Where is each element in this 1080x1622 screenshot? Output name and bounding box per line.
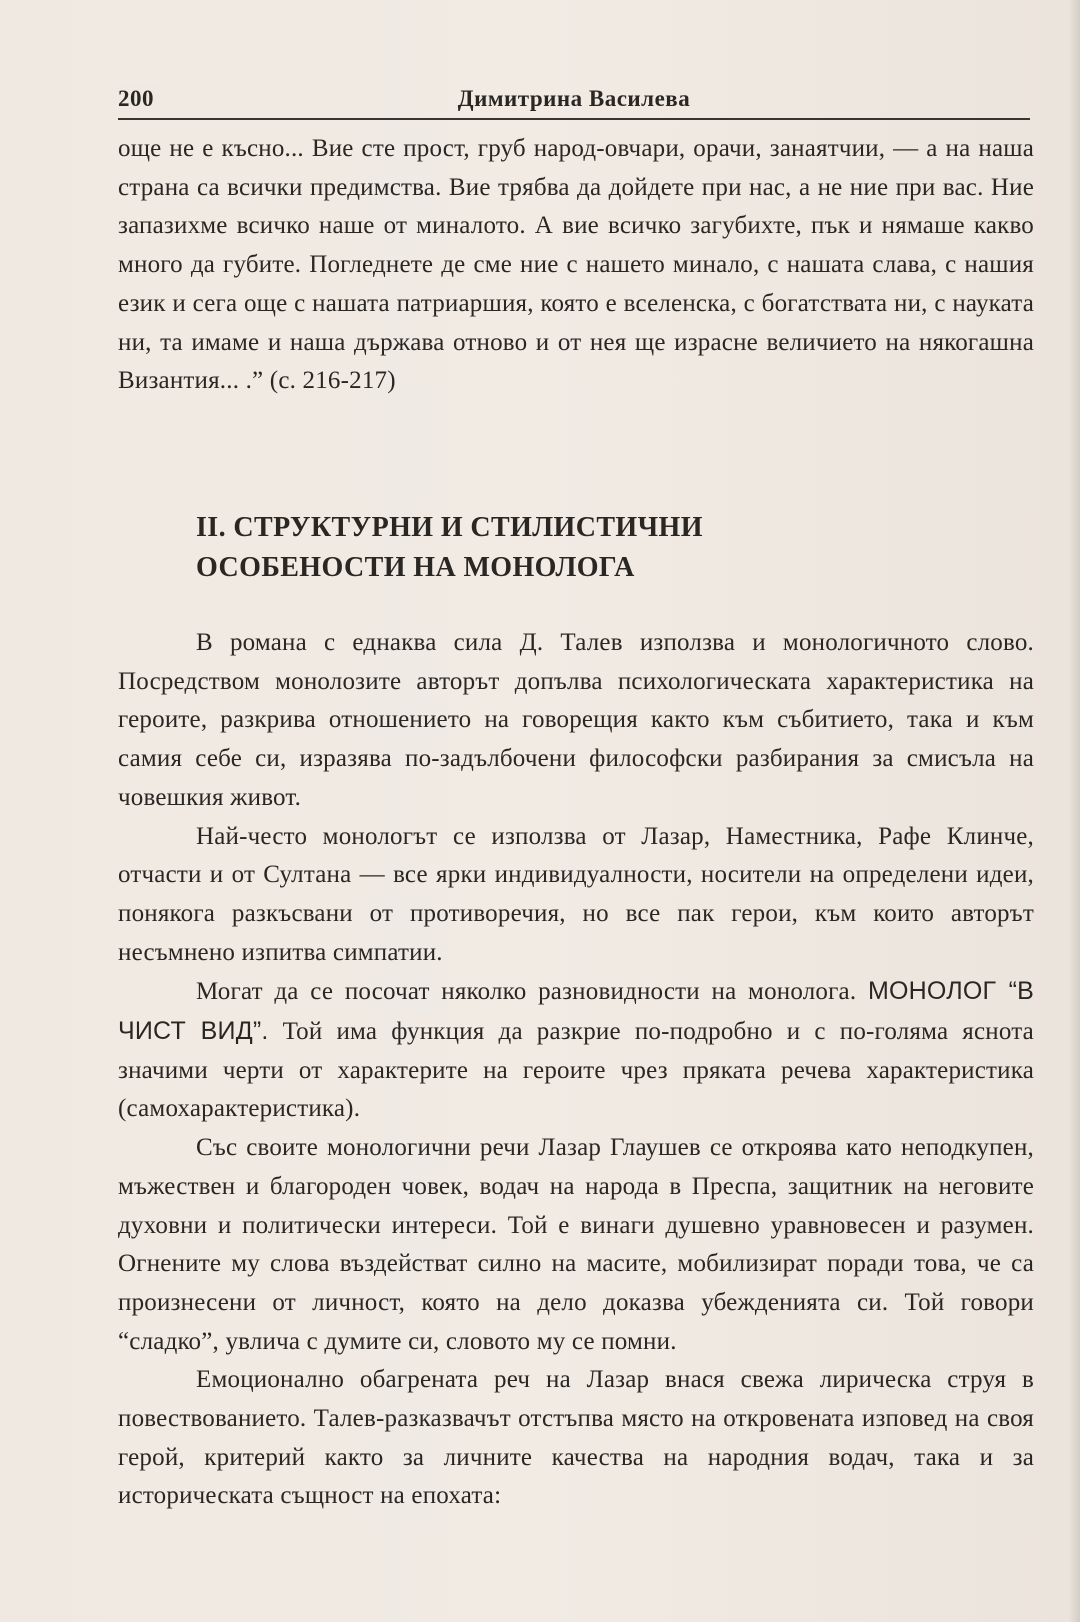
monologue-term: МОНОЛОГ “В ЧИСТ ВИД”. (118, 977, 1035, 1046)
paragraph-5: Емоционално обагрената реч на Лазар внася свежа лирическа струя в повествованието. Талев-разказвачът отстъпва място на откровената изповед на своя герой, критерий както за личните качества на народния водач, така и за историческата същност на епохата: (118, 1366, 1034, 1510)
page-number: 200 (118, 84, 160, 114)
page-edge-shadow (1068, 0, 1080, 1622)
paragraph-3-rest: Той има функция да разкрие по-подробно и с по-голяма яснота значими черти от характерите на героите чрез пряката речева характеристика (самохарактеристика). (118, 1018, 1034, 1123)
body-text (118, 624, 1034, 1516)
page-header (118, 84, 1030, 120)
paragraph-3-intro: Могат да се посочат няколко разновидности на монолога. (196, 978, 857, 1006)
paragraph-2: Най-често монологът се използва от Лазар, Наместника, Рафе Клинче, отчасти и от Султана — все ярки индивидуалности, носители на определени идеи, понякога разкъсвани от противоречия, но все пак герои, към които авторът несъмнено изпитва симпатии. (118, 822, 1034, 966)
section-heading-line-2: ОСОБЕНОСТИ НА МОНОЛОГА (196, 552, 635, 583)
section-heading (196, 508, 1016, 588)
paragraph-4: Със своите монологични речи Лазар Глаушев се откроява като неподкупен, мъжествен и благороден човек, водач на народа в Преспа, защитник на неговите духовни и политически интереси. Той е винаги душевно уравновесен и разумен. Огнените му слова въздействат силно на масите, мобилизират поради това, че са произнесени от личност, която на дело доказва убежденията си. Той говори “сладко”, увлича с думите си, словото му се помни. (118, 1134, 1034, 1355)
quote-continuation: още не е късно... Вие сте прост, груб народ-овчари, орачи, занаятчии, — а на наша страна са всички предимства. Вие трябва да дойдете при нас, а не ние при вас. Ние запазихме всичко наше от миналото. А вие всичко загубихте, пък и нямаше какво много да губите. Погледнете де сме ние с нашето минало, с нашата слава, с нашия език и сега още с нашата патриаршия, която е вселенска, с богатствата ни, с науката ни, та имаме и наша държава отново и от нея ще израсне величието на някогашна Византия... .” (с. 216-217) (118, 135, 1034, 395)
running-head: Димитрина Василева (457, 86, 691, 111)
paragraph-1: В романа с еднаква сила Д. Талев използва и монологичното слово. Посредством монолозите авторът допълва психологическата характеристика на героите, разкрива отношението на говорещия както към събитието, така и към самия себе си, изразява по-задълбочени философски разбирания за смисъла на човешкия живот. (118, 629, 1034, 811)
quote-continuation-block (118, 130, 1034, 401)
section-heading-line-1: II. СТРУКТУРНИ И СТИЛИСТИЧНИ (196, 512, 703, 543)
paragraph-3 (118, 972, 1034, 1129)
